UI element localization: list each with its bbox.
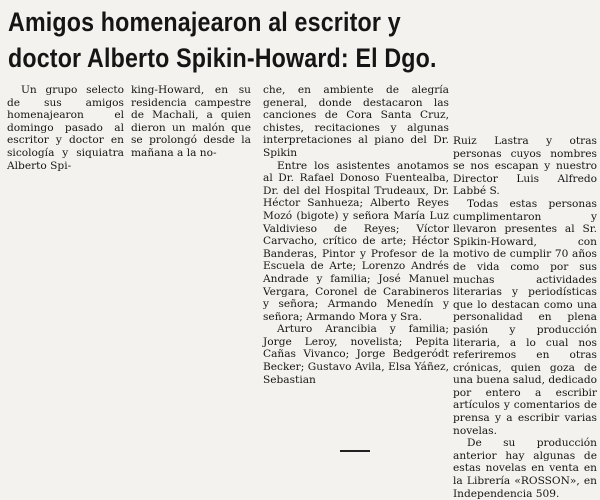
- column-4-paragraph-3: De su producción anterior hay algunas de estas novelas en venta en la Librería «ROSSON», en Independencia 509.: [453, 437, 597, 500]
- column-2-paragraph: king-Howard, en su residencia campestre de Machali, a quien dieron un malón que se prolongó desde la mañana a la no-: [131, 84, 251, 159]
- column-3-paragraph-3: Arturo Arancibia y familia; Jorge Leroy, novelista; Pepita Cañas Vivanco; Jorge Bedgeródt Becker; Gustavo Avila, Elsa Yáñez, Sebastian: [263, 323, 449, 386]
- column-3-paragraph-1: che, en ambiente de alegría general, donde destacaron las canciones de Cora Santa Cruz, chistes, recitaciones y algunas interpretaciones al piano del Dr. Spikin: [263, 84, 449, 159]
- article-headline: [8, 4, 514, 76]
- column-2: [131, 84, 251, 160]
- column-4: [453, 135, 597, 500]
- column-1-paragraph: Un grupo selecto de sus amigos homenajearon el domingo pasado al escritor y doctor en sicología y siquiatra Alberto Spi-: [7, 84, 124, 172]
- headline-line-2: doctor Alberto Spikin-Howard: El Dgo.: [8, 43, 437, 73]
- headline-line-1: Amigos homenajearon al escritor y: [8, 7, 401, 37]
- column-4-paragraph-2: Todas estas personas cumplimentaron y llevaron presentes al Sr. Spikin-Howard, con motivo de cumplir 70 años de vida como por sus muchas actividades literarias y periodísticas que lo destacan como una personalidad en plena pasión y producción literaria, a lo cual nos referiremos en otras crónicas, quien goza de una buena salud, dedicado por entero a escribir artículos y comentarios de prensa y a escribir varias novelas.: [453, 197, 597, 437]
- column-3-paragraph-2: Entre los asistentes anotamos al Dr. Rafael Donoso Fuentealba, Dr. del del Hospital Trudeaux, Dr. Héctor Sanhueza; Alberto Reyes Mozó (bigote) y señora María Luz Valdivieso de Reyes; Víctor Carvacho, crítico de arte; Héctor Banderas, Pintor y Profesor de la Escuela de Arte; Lorenzo Andrés Andrade y familia; José Manuel Vergara, Coronel de Carabineros y señora; Armando Menedín y señora; Armando Mora y Sra.: [263, 159, 449, 323]
- column-1: [7, 84, 124, 172]
- column-3: [263, 84, 449, 386]
- column-4-paragraph-1: Ruiz Lastra y otras personas cuyos nombres se nos escapan y nuestro Director Luis Alfredo Labbé S.: [453, 135, 597, 198]
- article-end-divider: [340, 450, 370, 452]
